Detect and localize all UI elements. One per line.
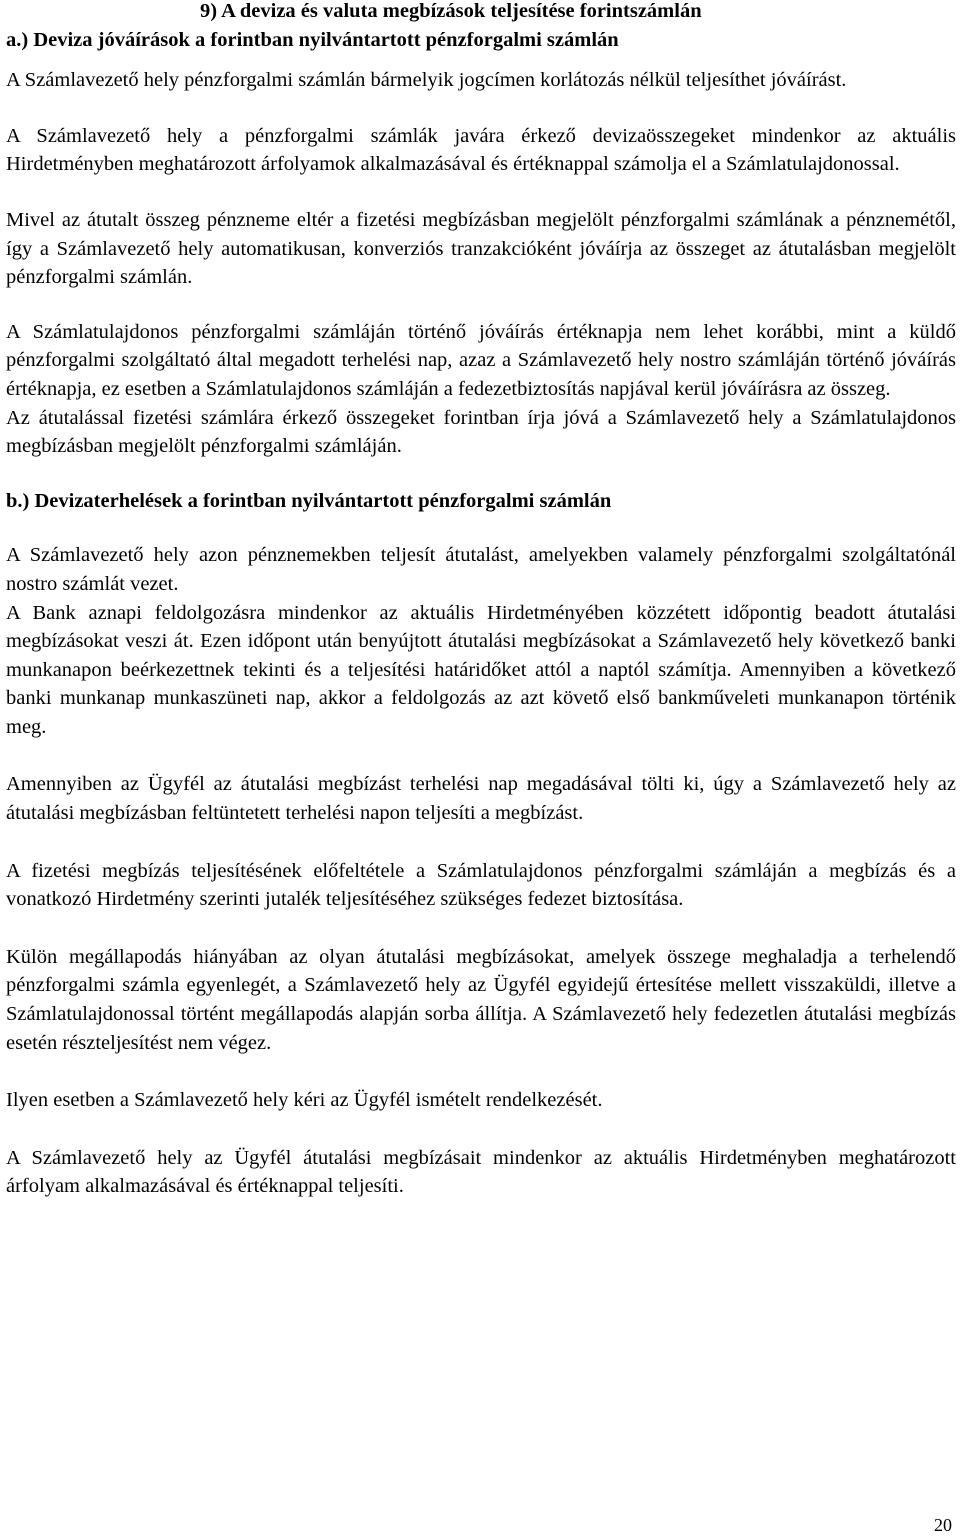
section-b-paragraph: Külön megállapodás hiányában az olyan átutalási megbízásokat, amelyek összege meghaladja a terhelendő pénzforgalmi számla egyenlegét, a Számlavezető hely az Ügyfél egyidejű értesítése mellett visszaküldi, illetve a Számlatulajdonossal történt megállapodás alapján sorba állítja. A Számlavezető hely fedezetlen átutalási megbízás esetén részteljesítést nem végez. bbox=[6, 945, 956, 1054]
section-a-paragraph: Az átutalással fizetési számlára érkező összegeket forintban írja jóvá a Számlavezető hely a Számlatulajdonos megbízásban megjelölt pénzforgalmi számláján. bbox=[6, 406, 956, 458]
section-b-paragraph: A fizetési megbízás teljesítésének előfeltétele a Számlatulajdonos pénzforgalmi számláján a megbízás és a vonatkozó Hirdetmény szerinti jutalék teljesítéséhez szükséges fedezet biztosítása. bbox=[6, 859, 956, 911]
section-b-paragraph: A Számlavezető hely azon pénznemekben teljesít átutalást, amelyekben valamely pénzforgalmi szolgáltatónál nostro számlát vezet. bbox=[6, 544, 956, 595]
section-a-title: a.) Deviza jóváírások a forintban nyilvántartott pénzforgalmi számlán bbox=[6, 28, 619, 51]
section-a-paragraph: A Számlavezető hely a pénzforgalmi számlák javára érkező devizaösszegeket mindenkor az aktuális Hirdetményben meghatározott árfolyamok alkalmazásával és értéknappal számolja el a Számlatulajdonossal. bbox=[6, 124, 956, 176]
section-b-paragraph: Amennyiben az Ügyfél az átutalási megbízást terhelési nap megadásával tölti ki, úgy a Számlavezető hely az átutalási megbízásban feltüntetett terhelési napon teljesíti a megbízást. bbox=[6, 773, 956, 825]
section-b-paragraph: A Bank aznapi feldolgozásra mindenkor az aktuális Hirdetményében közzétett időpontig beadott átutalási megbízásokat veszi át. Ezen időpont után benyújtott átutalási megbízásokat a Számlavezető hely következő banki munkanapon beérkezettnek tekinti és a teljesítési határidőket attól a naptól számítja. Amennyiben a következő banki munkanap munkaszüneti nap, akkor a feldolgozás az azt követő első bankműveleti munkanapon történik meg. bbox=[6, 601, 956, 738]
section-a-paragraph: A Számlatulajdonos pénzforgalmi számláján történő jóváírás értéknapja nem lehet korábbi, mint a küldő pénzforgalmi szolgáltató által megadott terhelési nap, azaz a Számlavezető hely nostro számláján történő jóváírás értéknapja, ez esetben a Számlatulajdonos számláján a fedezetbiztosítás napjával kerül jóváírásra az összeg. bbox=[6, 320, 956, 400]
page-number: 20 bbox=[934, 1515, 952, 1535]
section-b-paragraph: Ilyen esetben a Számlavezető hely kéri az Ügyfél ismételt rendelkezését. bbox=[6, 1089, 603, 1112]
section-a-paragraph: A Számlavezető hely pénzforgalmi számlán bármelyik jogcímen korlátozás nélkül teljesíthet jóváírást. bbox=[6, 69, 847, 92]
chapter-heading: 9) A deviza és valuta megbízások teljesítése forintszámlán bbox=[200, 0, 702, 22]
section-b-paragraph: A Számlavezető hely az Ügyfél átutalási megbízásait mindenkor az aktuális Hirdetményben meghatározott árfolyam alkalmazásával és értéknappal teljesíti. bbox=[6, 1146, 956, 1198]
section-a-paragraph: Mivel az átutalt összeg pénzneme eltér a fizetési megbízásban megjelölt pénzforgalmi számlának a pénznemétől, így a Számlavezető hely automatikusan, konverziós tranzakcióként jóváírja az összeget az átutalásban megjelölt pénzforgalmi számlán. bbox=[6, 208, 956, 289]
section-b-title: b.) Devizaterhelések a forintban nyilvántartott pénzforgalmi számlán bbox=[6, 489, 612, 512]
document-page bbox=[6, 0, 956, 1201]
